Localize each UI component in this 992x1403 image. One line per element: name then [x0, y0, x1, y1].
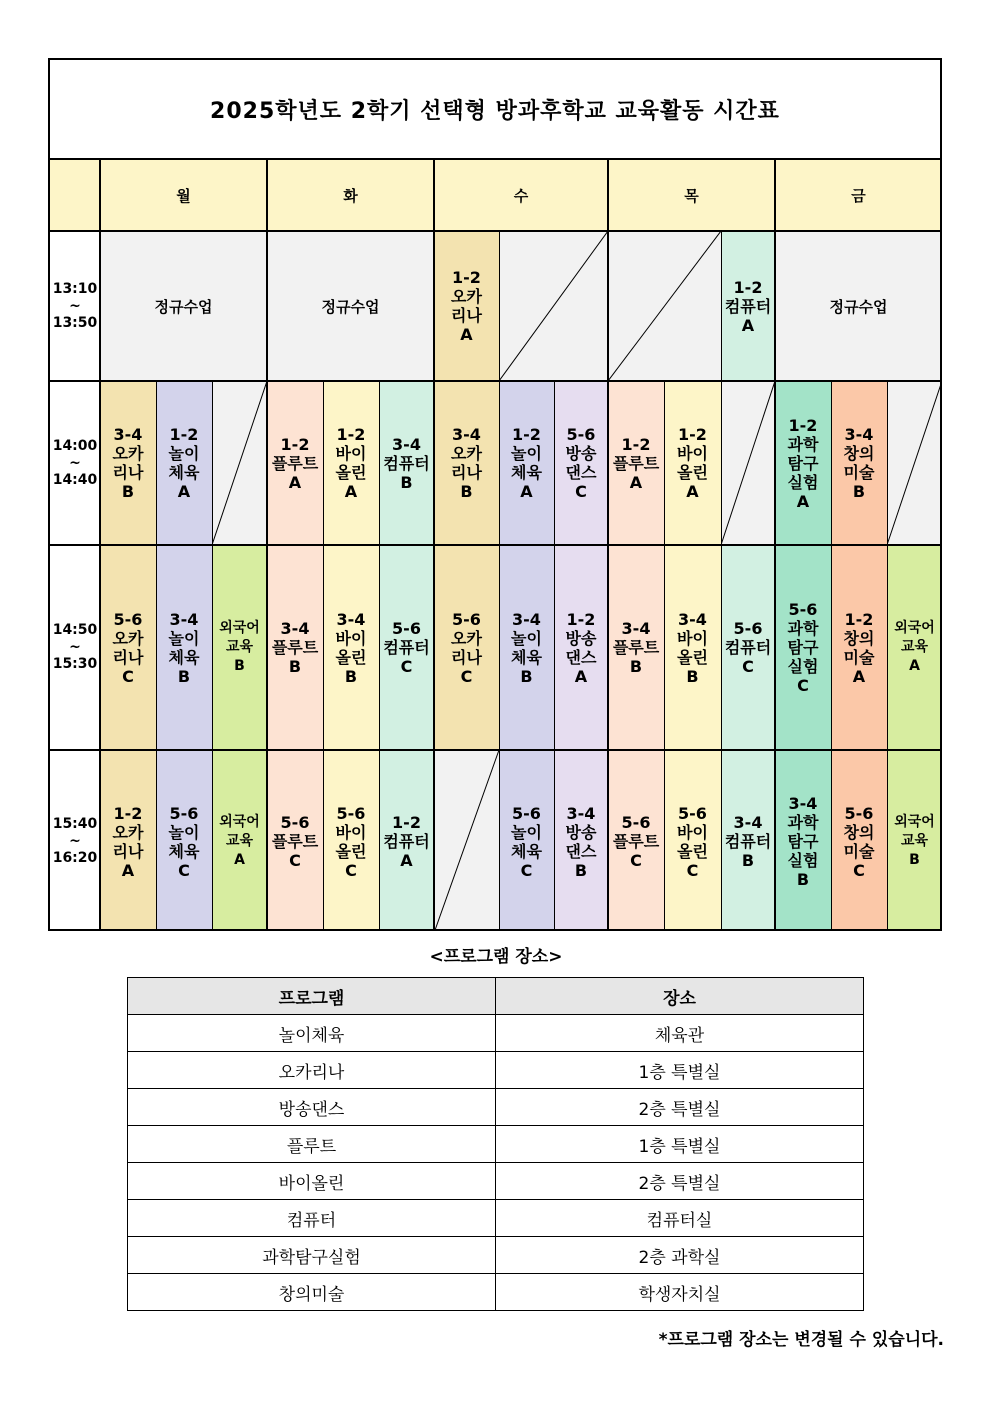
empty-cell	[434, 750, 499, 931]
program-cell: 외국어 교육 A	[212, 750, 267, 931]
program-cell: 1-2 바이 올린 A	[323, 381, 379, 545]
table-row	[128, 1200, 864, 1237]
grid-line	[50, 544, 940, 546]
program-name: 창의미술	[128, 1274, 496, 1311]
program-cell: 3-4 컴퓨터 B	[721, 750, 775, 931]
program-cell: 1-2 창의 미술 A	[831, 545, 887, 750]
program-cell: 1-2 과학 탐구 실험 A	[775, 381, 831, 545]
grid-line	[50, 749, 940, 751]
day-header-mon: 월	[100, 160, 267, 231]
program-cell: 5-6 놀이 체육 C	[499, 750, 554, 931]
corner-cell	[50, 160, 100, 231]
program-cell: 5-6 과학 탐구 실험 C	[775, 545, 831, 750]
grid-line	[554, 381, 555, 931]
table-row	[128, 1052, 864, 1089]
program-name: 컴퓨터	[128, 1200, 496, 1237]
regular-class-tue: 정규수업	[267, 231, 434, 381]
program-cell: 5-6 바이 올린 C	[323, 750, 379, 931]
program-name: 오카리나	[128, 1052, 496, 1089]
program-cell: 5-6 컴퓨터 C	[379, 545, 434, 750]
time-slot-3: 14:50 ~ 15:30	[50, 545, 100, 750]
program-name: 과학탐구실험	[128, 1237, 496, 1274]
program-location: 1층 특별실	[496, 1126, 864, 1163]
page-title: 2025학년도 2학기 선택형 방과후학교 교육활동 시간표	[210, 98, 780, 124]
time-slot-2: 14:00 ~ 14:40	[50, 381, 100, 545]
program-cell: 1-2 컴퓨터 A	[721, 231, 775, 381]
program-cell: 5-6 바이 올린 C	[664, 750, 721, 931]
program-cell: 3-4 바이 올린 B	[323, 545, 379, 750]
program-cell: 3-4 플루트 B	[608, 545, 664, 750]
program-cell: 1-2 컴퓨터 A	[379, 750, 434, 931]
table-row	[128, 1126, 864, 1163]
regular-class-fri: 정규수업	[775, 231, 942, 381]
table-row	[128, 1089, 864, 1126]
regular-class-mon: 정규수업	[100, 231, 267, 381]
table-row	[128, 1163, 864, 1200]
program-cell: 5-6 플루트 C	[608, 750, 664, 931]
program-cell: 5-6 오카 리나 C	[434, 545, 499, 750]
timetable	[48, 58, 942, 931]
program-cell: 1-2 바이 올린 A	[664, 381, 721, 545]
program-cell: 5-6 오카 리나 C	[100, 545, 156, 750]
table-row	[128, 1237, 864, 1274]
program-cell: 3-4 방송 댄스 B	[554, 750, 608, 931]
time-slot-4: 15:40 ~ 16:20	[50, 750, 100, 931]
table-header-row	[128, 978, 864, 1015]
program-name: 방송댄스	[128, 1089, 496, 1126]
empty-cell	[887, 381, 942, 545]
grid-line	[379, 381, 380, 931]
program-cell: 외국어 교육 B	[887, 750, 942, 931]
program-cell: 3-4 바이 올린 B	[664, 545, 721, 750]
program-cell: 3-4 플루트 B	[267, 545, 323, 750]
grid-line	[323, 381, 324, 931]
grid-line	[887, 381, 888, 931]
grid-line	[156, 381, 157, 931]
title-box	[50, 60, 940, 160]
program-cell: 외국어 교육 A	[887, 545, 942, 750]
program-cell: 1-2 오카 리나 A	[100, 750, 156, 931]
program-cell: 5-6 플루트 C	[267, 750, 323, 931]
locations-caption: <프로그램 장소>	[429, 947, 563, 967]
program-cell: 5-6 창의 미술 C	[831, 750, 887, 931]
program-location: 컴퓨터실	[496, 1200, 864, 1237]
day-header-thu: 목	[608, 160, 775, 231]
program-cell: 1-2 놀이 체육 A	[156, 381, 212, 545]
column-header-program: 프로그램	[128, 978, 496, 1015]
program-cell: 5-6 방송 댄스 C	[554, 381, 608, 545]
table-row	[128, 1015, 864, 1052]
column-header-location: 장소	[496, 978, 864, 1015]
program-cell: 3-4 오카 리나 B	[434, 381, 499, 545]
locations-table	[127, 977, 864, 1311]
day-header-tue: 화	[267, 160, 434, 231]
empty-cell	[212, 381, 267, 545]
program-cell: 5-6 놀이 체육 C	[156, 750, 212, 931]
program-cell: 3-4 오카 리나 B	[100, 381, 156, 545]
program-cell: 1-2 놀이 체육 A	[499, 381, 554, 545]
program-location: 1층 특별실	[496, 1052, 864, 1089]
program-name: 플루트	[128, 1126, 496, 1163]
day-header-fri: 금	[775, 160, 942, 231]
grid-line	[831, 381, 832, 931]
empty-cell	[608, 231, 721, 381]
program-cell: 1-2 플루트 A	[608, 381, 664, 545]
footnote: *프로그램 장소는 변경될 수 있습니다.	[658, 1330, 944, 1350]
grid-line	[664, 381, 665, 931]
grid-line	[721, 231, 722, 931]
program-location: 2층 특별실	[496, 1163, 864, 1200]
program-cell: 3-4 놀이 체육 B	[499, 545, 554, 750]
program-cell: 3-4 컴퓨터 B	[379, 381, 434, 545]
program-cell: 3-4 놀이 체육 B	[156, 545, 212, 750]
grid-line	[212, 381, 213, 931]
table-row	[128, 1274, 864, 1311]
day-header-wed: 수	[434, 160, 608, 231]
program-location: 체육관	[496, 1015, 864, 1052]
program-location: 2층 특별실	[496, 1089, 864, 1126]
program-cell: 1-2 오카 리나 A	[434, 231, 499, 381]
grid-line	[499, 231, 500, 931]
program-cell: 5-6 컴퓨터 C	[721, 545, 775, 750]
program-name: 놀이체육	[128, 1015, 496, 1052]
time-slot-1: 13:10 ~ 13:50	[50, 231, 100, 381]
program-cell: 3-4 창의 미술 B	[831, 381, 887, 545]
program-location: 2층 과학실	[496, 1237, 864, 1274]
program-cell: 3-4 과학 탐구 실험 B	[775, 750, 831, 931]
grid-line	[50, 380, 940, 382]
program-location: 학생자치실	[496, 1274, 864, 1311]
program-cell: 1-2 플루트 A	[267, 381, 323, 545]
empty-cell	[721, 381, 775, 545]
program-name: 바이올린	[128, 1163, 496, 1200]
program-cell: 1-2 방송 댄스 A	[554, 545, 608, 750]
empty-cell	[499, 231, 608, 381]
grid-line	[50, 230, 940, 232]
program-cell: 외국어 교육 B	[212, 545, 267, 750]
